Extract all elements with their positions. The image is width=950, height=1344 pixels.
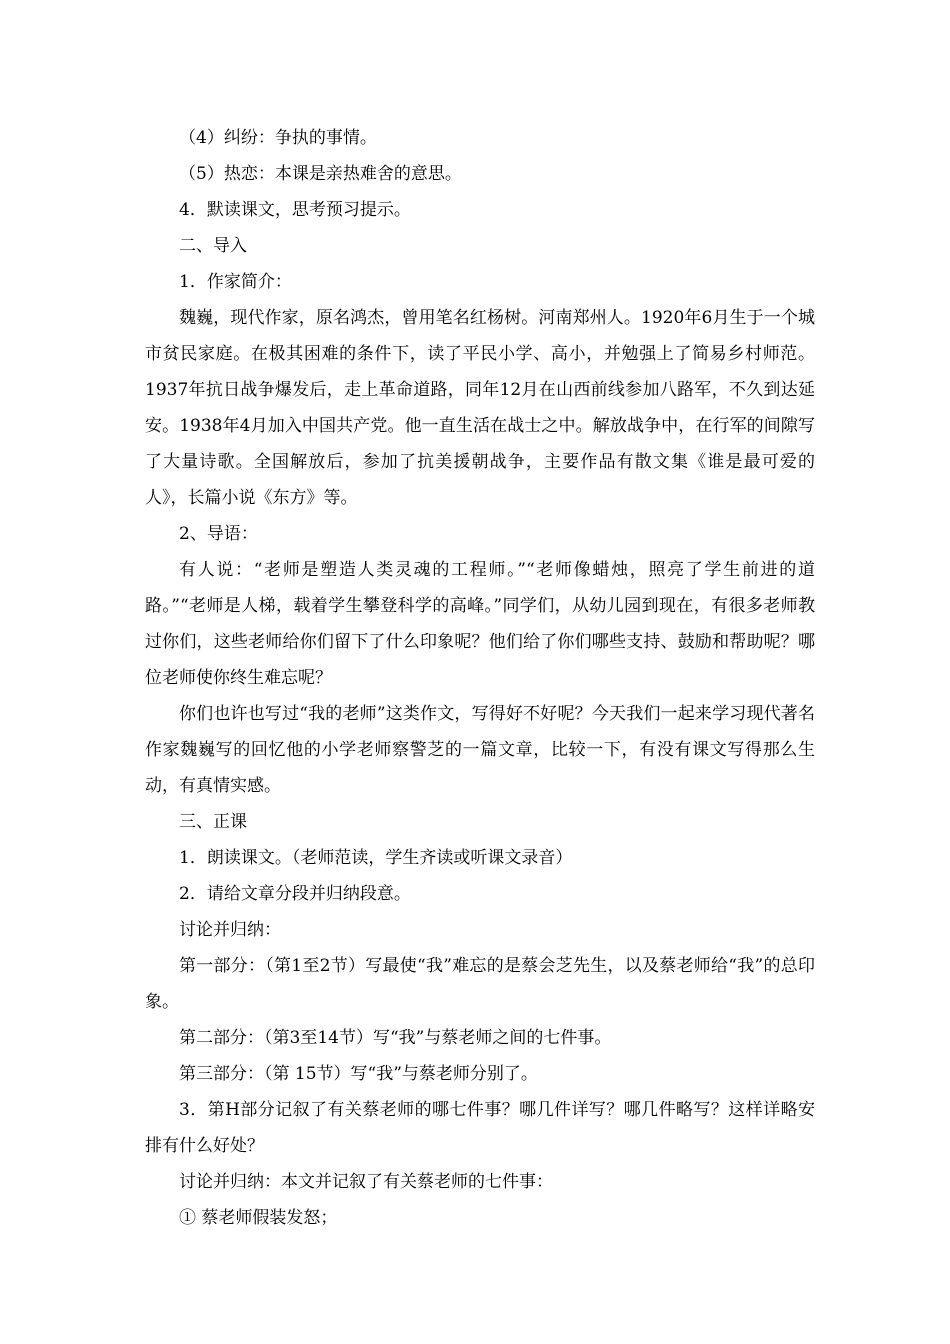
document-body [145,120,815,1236]
event-item-1: ① 蔡老师假装发怒； [179,1208,338,1228]
part-one-summary: 第一部分：（第1至2节）写最使“我”难忘的是蔡会芝先生，以及蔡老师给“我”的总印象。 [145,956,815,1012]
intro-paragraph-1: 有人说：“老师是塑造人类灵魂的工程师。”“老师像蜡烛，照亮了学生前进的道路。”“老师是人梯，载着学生攀登科学的高峰。”同学们，从幼儿园到现在，有很多老师教过你们，这些老师给你们留下了什么印象呢？他们给了你们哪些支持、鼓励和帮助呢？哪位老师使你终生难忘呢？ [145,560,815,688]
discussion-label-1: 讨论并归纳： [179,920,281,940]
intro-paragraph-2: 你们也许也写过“我的老师”这类作文，写得好不好呢？今天我们一起来学习现代著名作家魏巍写的回忆他的小学老师察警芝的一篇文章，比较一下，有没有课文写得那么生动，有真情实感。 [145,704,815,796]
lesson-step-2: 2．请给文章分段并归纳段意。 [179,884,411,904]
vocab-item-5: （5）热恋：本课是亲热难舍的意思。 [179,164,462,184]
part-two-summary: 第二部分：（第3至14节）写“我”与蔡老师之间的七件事。 [179,1028,612,1048]
lesson-step-3: 3．第H部分记叙了有关蔡老师的哪七件事？哪几件详写？哪几件略写？这样详略安排有什么好处？ [145,1100,815,1156]
discussion-label-2: 讨论并归纳：本文并记叙了有关蔡老师的七件事： [179,1172,553,1192]
prep-step-4: 4．默读课文，思考预习提示。 [179,200,411,220]
intro-heading: 2、导语： [179,524,258,544]
section-two-heading: 二、导入 [179,236,247,256]
author-bio-paragraph: 魏巍，现代作家，原名鸿杰，曾用笔名红杨树。河南郑州人。1920年6月生于一个城市贫民家庭。在极其困难的条件下，读了平民小学、高小，并勉强上了简易乡村师范。1937年抗日战争爆发后，走上革命道路，同年12月在山西前线参加八路军，不久到达延安。1938年4月加入中国共产党。他一直生活在战士之中。解放战争中，在行军的间隙写了大量诗歌。全国解放后，参加了抗美援朝战争，主要作品有散文集《谁是最可爱的人》，长篇小说《东方》等。 [145,308,815,508]
section-three-heading: 三、正课 [179,812,247,832]
vocab-item-4: （4）纠纷：争执的事情。 [179,128,377,148]
author-intro-heading: 1．作家简介： [179,272,292,292]
lesson-step-1: 1．朗读课文。（老师范读，学生齐读或听课文录音） [179,848,573,868]
part-three-summary: 第三部分：（第 15节）写“我”与蔡老师分别了。 [179,1064,538,1084]
